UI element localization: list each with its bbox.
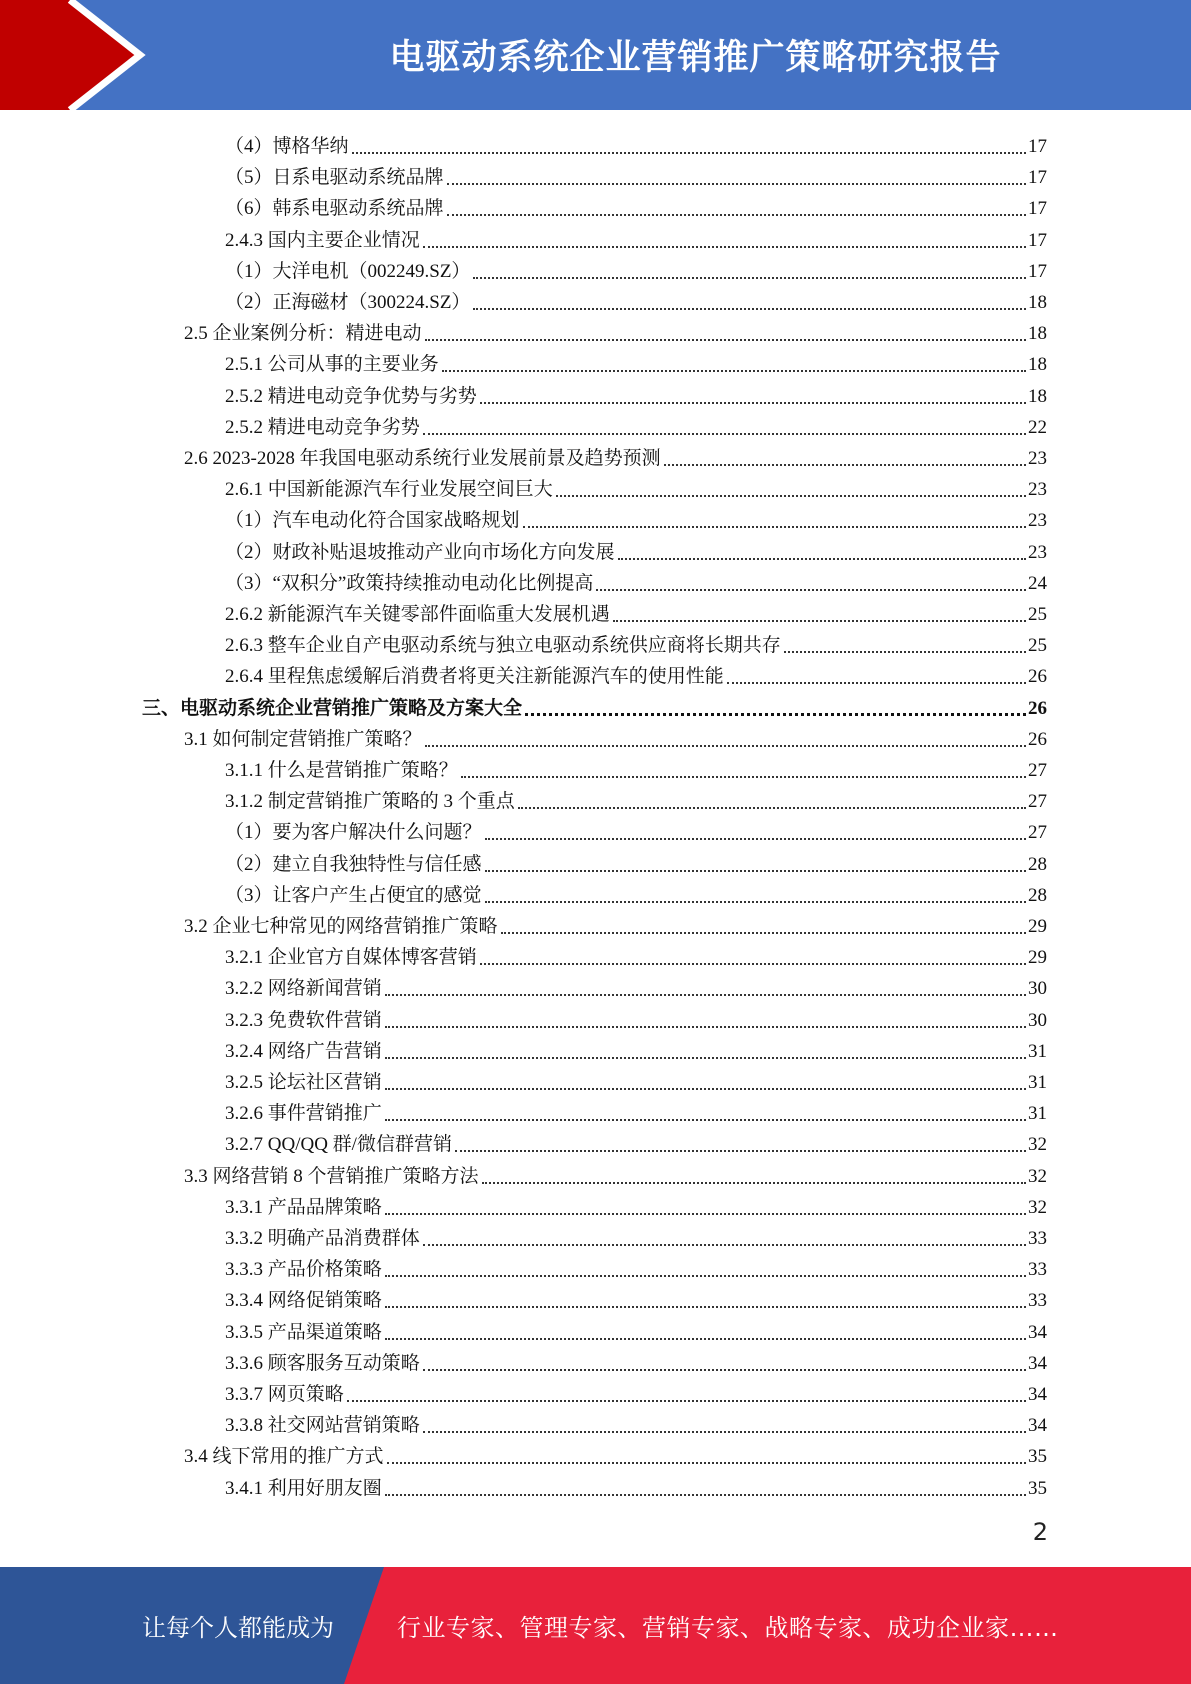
toc-dot-leader: [447, 182, 1026, 185]
toc-entry[interactable]: [225, 378, 1047, 408]
toc-entry-label: 2.6 2023-2028 年我国电驱动系统行业发展前景及趋势预测: [184, 448, 661, 469]
toc-entry-page: 27: [1028, 760, 1047, 781]
toc-dot-leader: [385, 1493, 1026, 1496]
toc-entry-label: （2）建立自我独特性与信任感: [225, 854, 482, 875]
toc-entry-label: 2.5.2 精进电动竞争劣势: [225, 417, 420, 438]
toc-entry-label: 2.5.2 精进电动竞争优势与劣势: [225, 386, 477, 407]
toc-entry[interactable]: [225, 409, 1047, 439]
footer-slogan-left: 让每个人都能成为: [142, 1614, 334, 1642]
toc-entry[interactable]: [225, 1002, 1047, 1032]
toc-entry-page: 31: [1028, 1103, 1047, 1124]
toc-dot-leader: [485, 869, 1026, 872]
toc-dot-leader: [385, 1087, 1026, 1090]
toc-dot-leader: [613, 619, 1026, 622]
toc-entry-page: 26: [1028, 729, 1047, 750]
toc-dot-leader: [596, 588, 1026, 591]
toc-entry-label: 2.6.2 新能源汽车关键零部件面临重大发展机遇: [225, 604, 610, 625]
toc-dot-leader: [425, 744, 1026, 747]
toc-entry-page: 23: [1028, 479, 1047, 500]
toc-dot-leader: [556, 494, 1026, 497]
toc-dot-leader: [727, 681, 1026, 684]
toc-dot-leader: [423, 245, 1026, 248]
toc-entry-page: 18: [1028, 323, 1047, 344]
toc-entry-page: 34: [1028, 1353, 1047, 1374]
toc-entry-label: （1）要为客户解决什么问题？: [225, 822, 482, 843]
toc-entry-label: 3.2.6 事件营销推广: [225, 1103, 382, 1124]
toc-entry-label: 3.2.1 企业官方自媒体博客营销: [225, 947, 477, 968]
toc-entry-page: 25: [1028, 604, 1047, 625]
toc-entry-label: 3.4.1 利用好朋友圈: [225, 1478, 382, 1499]
toc-entry[interactable]: [225, 939, 1047, 969]
toc-entry-page: 34: [1028, 1384, 1047, 1405]
toc-entry-label: （2）财政补贴退坡推动产业向市场化方向发展: [225, 542, 615, 563]
toc-entry-page: 29: [1028, 947, 1047, 968]
toc-entry-page: 23: [1028, 448, 1047, 469]
toc-entry[interactable]: [225, 970, 1047, 1000]
toc-entry[interactable]: [225, 1314, 1047, 1344]
toc-entry[interactable]: [184, 1438, 1047, 1468]
toc-dot-leader: [618, 557, 1026, 560]
toc-entry-page: 33: [1028, 1259, 1047, 1280]
toc-entry-page: 34: [1028, 1415, 1047, 1436]
toc-entry-page: 32: [1028, 1197, 1047, 1218]
toc-dot-leader: [352, 151, 1026, 154]
toc-dot-leader: [447, 213, 1026, 216]
toc-entry[interactable]: [225, 222, 1047, 252]
toc-dot-leader: [385, 1212, 1026, 1215]
toc-entry[interactable]: [225, 1251, 1047, 1281]
toc-entry-page: 27: [1028, 822, 1047, 843]
toc-dot-leader: [425, 338, 1026, 341]
page-header: [0, 0, 1191, 110]
toc-dot-leader: [423, 1368, 1026, 1371]
toc-entry[interactable]: [225, 877, 1047, 907]
footer-slogan-right: 行业专家、管理专家、营销专家、战略专家、成功企业家……: [397, 1614, 1059, 1642]
toc-entry-label: 3.3.8 社交网站营销策略: [225, 1415, 420, 1436]
toc-entry-label: 3.3.1 产品品牌策略: [225, 1197, 382, 1218]
toc-dot-leader: [423, 1243, 1026, 1246]
toc-entry-page: 18: [1028, 292, 1047, 313]
toc-entry[interactable]: [184, 908, 1047, 938]
header-arrow-decoration: [0, 0, 200, 110]
toc-entry-page: 17: [1028, 261, 1047, 282]
toc-dot-leader: [347, 1399, 1026, 1402]
page-footer: [0, 1567, 1191, 1684]
toc-dot-leader: [664, 463, 1026, 466]
toc-dot-leader: [455, 1149, 1026, 1152]
toc-entry-label: 3.1 如何制定营销推广策略？: [184, 729, 422, 750]
toc-entry-label: 3.1.1 什么是营销推广策略？: [225, 760, 458, 781]
toc-entry-page: 26: [1028, 698, 1047, 719]
page-number: 2: [1032, 1518, 1048, 1546]
toc-entry[interactable]: [225, 253, 1047, 283]
toc-entry-page: 17: [1028, 230, 1047, 251]
toc-dot-leader: [525, 712, 1026, 716]
toc-entry-page: 23: [1028, 542, 1047, 563]
toc-entry-page: 35: [1028, 1478, 1047, 1499]
toc-entry[interactable]: [225, 627, 1047, 657]
toc-dot-leader: [480, 962, 1026, 965]
toc-entry-label: 3.3.4 网络促销策略: [225, 1290, 382, 1311]
toc-entry[interactable]: [184, 721, 1047, 751]
toc-entry[interactable]: [225, 1376, 1047, 1406]
toc-entry-page: 32: [1028, 1134, 1047, 1155]
toc-dot-leader: [473, 307, 1026, 310]
toc-entry-label: 3.2.4 网络广告营销: [225, 1041, 382, 1062]
toc-dot-leader: [485, 837, 1026, 840]
toc-entry[interactable]: [225, 783, 1047, 813]
toc-entry-page: 18: [1028, 386, 1047, 407]
toc-dot-leader: [385, 993, 1026, 996]
toc-entry-page: 28: [1028, 885, 1047, 906]
toc-entry-label: 3.3.6 顾客服务互动策略: [225, 1353, 420, 1374]
toc-entry-page: 34: [1028, 1322, 1047, 1343]
toc-entry[interactable]: [225, 1064, 1047, 1094]
toc-entry[interactable]: [225, 1033, 1047, 1063]
toc-entry[interactable]: [225, 1189, 1047, 1219]
toc-entry-label: （5）日系电驱动系统品牌: [225, 167, 444, 188]
toc-entry-label: 2.6.1 中国新能源汽车行业发展空间巨大: [225, 479, 553, 500]
toc-entry-label: （4）博格华纳: [225, 136, 349, 157]
toc-entry[interactable]: [225, 502, 1047, 532]
toc-entry[interactable]: [225, 346, 1047, 376]
toc-entry-label: 3.1.2 制定营销推广策略的 3 个重点: [225, 791, 515, 812]
toc-dot-leader: [518, 806, 1026, 809]
toc-entry[interactable]: [225, 128, 1047, 158]
toc-dot-leader: [442, 369, 1026, 372]
toc-entry[interactable]: [184, 440, 1047, 470]
toc-dot-leader: [473, 276, 1026, 279]
toc-entry-label: 3.3.7 网页策略: [225, 1384, 344, 1405]
toc-entry-label: （1）大洋电机（002249.SZ）: [225, 261, 471, 282]
toc-entry-label: 3.2.5 论坛社区营销: [225, 1072, 382, 1093]
toc-entry-label: （1）汽车电动化符合国家战略规划: [225, 510, 520, 531]
toc-entry-label: 2.5.1 公司从事的主要业务: [225, 354, 439, 375]
toc-entry-label: 3.3.3 产品价格策略: [225, 1259, 382, 1280]
toc-entry-label: 2.5 企业案例分析：精进电动: [184, 323, 422, 344]
toc-dot-leader: [461, 775, 1026, 778]
toc-entry-page: 35: [1028, 1446, 1047, 1467]
toc-entry-label: （6）韩系电驱动系统品牌: [225, 198, 444, 219]
toc-entry-label: 3.2.2 网络新闻营销: [225, 978, 382, 999]
toc-dot-leader: [501, 931, 1026, 934]
toc-entry-label: （2）正海磁材（300224.SZ）: [225, 292, 471, 313]
toc-dot-leader: [385, 1337, 1026, 1340]
toc-entry-label: 2.6.4 里程焦虑缓解后消费者将更关注新能源汽车的使用性能: [225, 666, 724, 687]
toc-dot-leader: [385, 1025, 1026, 1028]
toc-entry-page: 31: [1028, 1041, 1047, 1062]
toc-entry[interactable]: [225, 1095, 1047, 1125]
toc-entry-page: 25: [1028, 635, 1047, 656]
toc-entry-page: 23: [1028, 510, 1047, 531]
document-title: 电驱动系统企业营销推广策略研究报告: [389, 38, 1002, 78]
toc-entry-page: 22: [1028, 417, 1047, 438]
toc-entry-page: 31: [1028, 1072, 1047, 1093]
toc-dot-leader: [385, 1118, 1026, 1121]
toc-dot-leader: [387, 1461, 1026, 1464]
toc-entry[interactable]: [225, 752, 1047, 782]
toc-entry[interactable]: [225, 1407, 1047, 1437]
toc-entry-page: 29: [1028, 916, 1047, 937]
toc-entry-page: 33: [1028, 1228, 1047, 1249]
toc-dot-leader: [385, 1305, 1026, 1308]
toc-entry-label: 3.3 网络营销 8 个营销推广策略方法: [184, 1166, 479, 1187]
toc-entry-label: 3.3.2 明确产品消费群体: [225, 1228, 420, 1249]
toc-entry-page: 28: [1028, 854, 1047, 875]
toc-entry[interactable]: [225, 190, 1047, 220]
toc-entry[interactable]: [184, 1158, 1047, 1188]
toc-entry-page: 27: [1028, 791, 1047, 812]
toc-entry-page: 30: [1028, 1010, 1047, 1031]
toc-entry[interactable]: [225, 596, 1047, 626]
toc-entry[interactable]: [225, 284, 1047, 314]
toc-entry-page: 24: [1028, 573, 1047, 594]
toc-dot-leader: [423, 1430, 1026, 1433]
toc-dot-leader: [480, 401, 1026, 404]
toc-dot-leader: [423, 432, 1026, 435]
toc-entry[interactable]: [225, 814, 1047, 844]
toc-entry[interactable]: [142, 690, 1047, 720]
toc-entry-label: 3.2.3 免费软件营销: [225, 1010, 382, 1031]
toc-entry[interactable]: [225, 565, 1047, 595]
toc-entry[interactable]: [225, 658, 1047, 688]
toc-entry[interactable]: [184, 315, 1047, 345]
toc-entry-page: 30: [1028, 978, 1047, 999]
toc-entry[interactable]: [225, 159, 1047, 189]
toc-entry[interactable]: [225, 1220, 1047, 1250]
toc-dot-leader: [385, 1274, 1026, 1277]
toc-entry-page: 17: [1028, 167, 1047, 188]
toc-entry-label: 3.2.7 QQ/QQ 群/微信群营销: [225, 1134, 452, 1155]
toc-entry-page: 33: [1028, 1290, 1047, 1311]
toc-entry[interactable]: [225, 534, 1047, 564]
toc-entry-label: 2.4.3 国内主要企业情况: [225, 230, 420, 251]
toc-dot-leader: [385, 1056, 1026, 1059]
toc-entry-page: 17: [1028, 198, 1047, 219]
toc-entry-label: 3.3.5 产品渠道策略: [225, 1322, 382, 1343]
toc-entry-label: 三、电驱动系统企业营销推广策略及方案大全: [142, 698, 523, 719]
toc-dot-leader: [523, 525, 1026, 528]
toc-entry-page: 18: [1028, 354, 1047, 375]
toc-dot-leader: [784, 650, 1026, 653]
toc-entry-label: 3.2 企业七种常见的网络营销推广策略: [184, 916, 498, 937]
toc-entry-label: 2.6.3 整车企业自产电驱动系统与独立电驱动系统供应商将长期共存: [225, 635, 781, 656]
toc-entry[interactable]: [225, 471, 1047, 501]
toc-entry[interactable]: [225, 1126, 1047, 1156]
toc-entry[interactable]: [225, 846, 1047, 876]
toc-entry[interactable]: [225, 1345, 1047, 1375]
toc-entry-label: （3）“双积分”政策持续推动电动化比例提高: [225, 573, 594, 594]
toc-entry-label: 3.4 线下常用的推广方式: [184, 1446, 384, 1467]
toc-entry-label: （3）让客户产生占便宜的感觉: [225, 885, 482, 906]
toc-dot-leader: [485, 900, 1026, 903]
toc-entry[interactable]: [225, 1282, 1047, 1312]
toc-entry[interactable]: [225, 1470, 1047, 1500]
toc-entry-page: 17: [1028, 136, 1047, 157]
toc-dot-leader: [482, 1181, 1026, 1184]
toc-entry-page: 32: [1028, 1166, 1047, 1187]
toc-entry-page: 26: [1028, 666, 1047, 687]
